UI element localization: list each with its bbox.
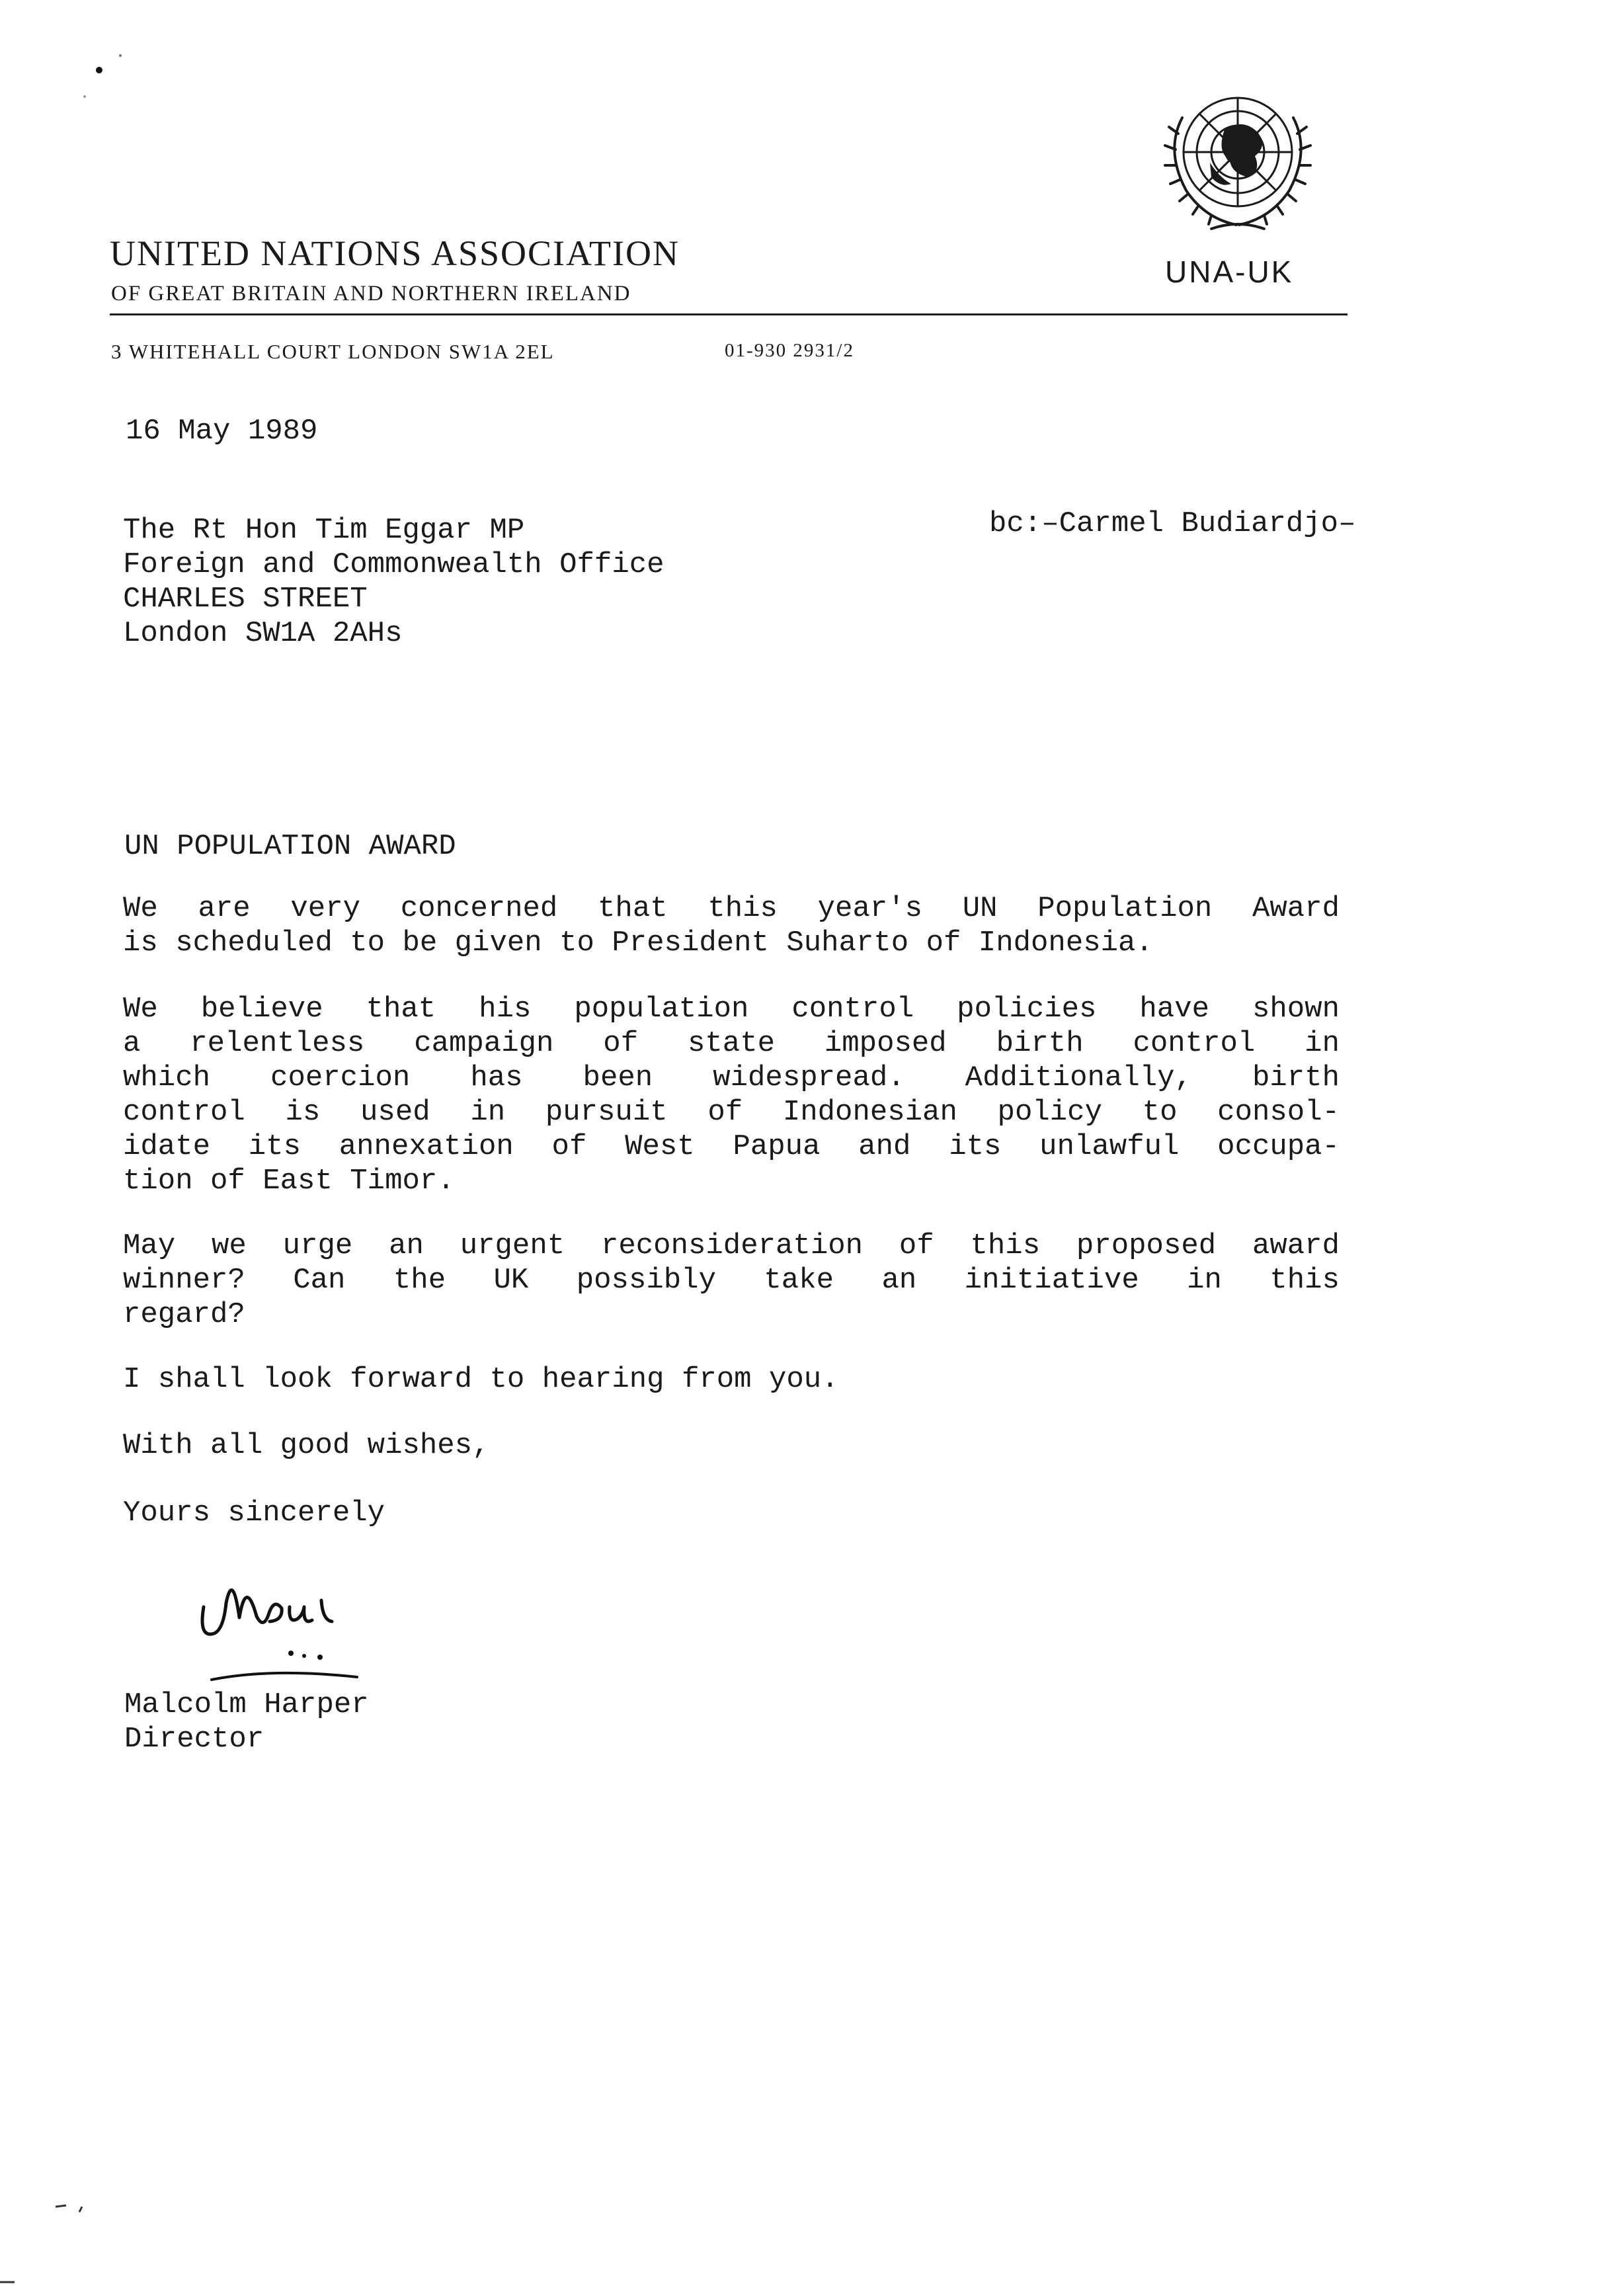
body-line: tion of East Timor. (123, 1165, 455, 1198)
body-paragraph-2 (123, 992, 1340, 1198)
handwritten-signature (192, 1551, 364, 1684)
body-line: a relentless campaign of state imposed birth control in (123, 1027, 1340, 1060)
body-line: winner? Can the UK possibly take an initiative in this (123, 1264, 1340, 1297)
recipient-line: Foreign and Commonwealth Office (123, 548, 664, 581)
letter-subject: UN POPULATION AWARD (124, 830, 456, 863)
recipient-line: CHARLES STREET (123, 583, 368, 616)
body-line: With all good wishes, (123, 1429, 490, 1462)
blind-copy-note: bc:–Carmel Budiardjo– (989, 507, 1356, 540)
closing-wishes (123, 1428, 1340, 1463)
body-line: idate its annexation of West Papua and its unlawful occupa- (123, 1130, 1340, 1163)
united-nations-emblem-icon (1132, 78, 1344, 243)
body-line: We are very concerned that this year's UN Population Award (123, 892, 1340, 925)
organization-name: UNITED NATIONS ASSOCIATION (110, 233, 680, 273)
recipient-address (123, 513, 664, 651)
letterhead-divider (110, 313, 1347, 315)
body-line: which coercion has been widespread. Additionally, birth (123, 1061, 1340, 1094)
organization-address: 3 WHITEHALL COURT LONDON SW1A 2EL (111, 340, 555, 363)
body-line: Yours sincerely (123, 1496, 385, 1530)
organization-subtitle: OF GREAT BRITAIN AND NORTHERN IRELAND (111, 282, 631, 306)
letter-date: 16 May 1989 (126, 415, 318, 448)
body-line: We believe that his population control policies have shown (123, 993, 1340, 1026)
body-line: I shall look forward to hearing from you. (123, 1363, 839, 1396)
body-line: May we urge an urgent reconsideration of this proposed award (123, 1229, 1340, 1262)
organization-phone: 01-930 2931/2 (725, 340, 854, 361)
body-paragraph-3 (123, 1229, 1340, 1332)
recipient-line: The Rt Hon Tim Eggar MP (123, 514, 525, 547)
body-paragraph-4 (123, 1362, 1340, 1397)
body-line: regard? (123, 1298, 245, 1331)
recipient-line: London SW1A 2AHs (123, 617, 403, 650)
closing-salutation (123, 1496, 1340, 1530)
body-line: control is used in pursuit of Indonesian policy to consol- (123, 1096, 1340, 1129)
una-uk-logo: UNA-UK (1165, 255, 1294, 289)
body-line: is scheduled to be given to President Suharto of Indonesia. (123, 926, 1153, 960)
signer-block (124, 1688, 369, 1756)
signer-name: Malcolm Harper (124, 1688, 369, 1721)
signer-title: Director (124, 1723, 264, 1756)
body-paragraph-1 (123, 891, 1340, 960)
